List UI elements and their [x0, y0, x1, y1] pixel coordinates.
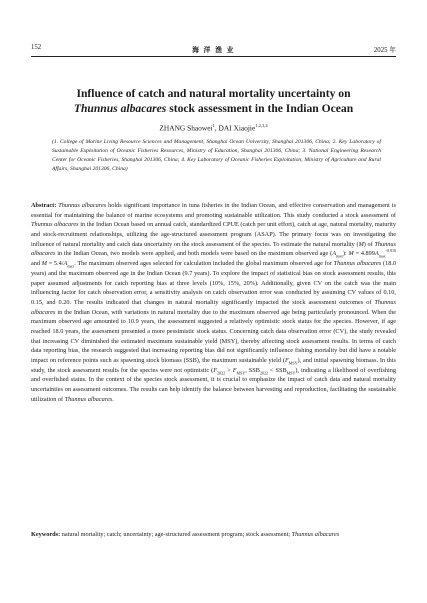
symbol-f: F: [284, 357, 289, 364]
species-name: Thunnus albacares: [58, 202, 107, 209]
header-rule: [31, 56, 396, 57]
species-name: Thunnus albacares: [31, 221, 79, 229]
abstract-text: in the Indian Ocean, with variations in natural mortality due to the maximum observed age being particularly pronounced. When the maximum observed age amounted to 10.9 years, the assessment suggested a relatively optimistic stock status for the species. However, if age reached 18.0 years, the assessment presented a more pessimistic stock status. Concerning catch data observation error (CV), the study revealed that increasing CV diminished the estimated maximum sustainable yield (MSY), thereby affecting stock assessment results. In terms of catch data reporting bias, the research suggested that increasing reporting bias did not significantly influence fishing mortality but did have a notable impact on reference points such as spawning stock biomass (SSB), the maximum sustainable yield (: [31, 308, 396, 364]
subscript-msy: MSY: [288, 360, 298, 366]
symbol-m: M: [348, 250, 354, 258]
symbol-f: F: [213, 366, 218, 374]
symbol-m: M: [358, 240, 364, 248]
abstract-text: ):: [342, 250, 349, 258]
journal-name: 海 洋 渔 业: [192, 47, 235, 54]
ssb-text: , SSB: [245, 366, 260, 374]
greater-than: >: [225, 366, 233, 374]
equation-2: = 5.4/: [46, 260, 64, 268]
abstract-text: . The maximum observed ages selected for calculation included the global maximum observed age for: [74, 260, 334, 268]
abstract-text: in the Indian Ocean, two models were applied, and both models were based on the maximum observed age (: [55, 250, 333, 258]
keywords-species: Thunnus albacares: [291, 531, 340, 538]
author-list: [40, 123, 387, 132]
species-name: Thunnus albacares: [31, 298, 396, 316]
running-head: [31, 44, 396, 56]
abstract-text: holds significant importance in tuna fisheries in the Indian Ocean, and effective conservation and management is essential for maintaining the balance of marine ecosystems and promoting sustainable utilization. This study conducted a stock assessment of: [31, 202, 397, 219]
species-name: Thunnus albacares: [31, 240, 396, 258]
subscript-max: max: [67, 263, 75, 269]
exponent: -0.916: [385, 248, 396, 254]
abstract-text: ) of: [363, 240, 375, 248]
title-line1: Influence of catch and natural mortality uncertainty on: [76, 87, 351, 100]
subscript-msy: MSY: [236, 369, 246, 375]
author-separator: ,: [214, 123, 219, 133]
subscript-msy: MSY: [286, 369, 296, 375]
equation-1: = 4.899: [353, 250, 375, 258]
species-name: Thunnus albacares: [333, 260, 382, 268]
author-affil-mark: 1,2,3,4: [255, 123, 268, 128]
abstract: [31, 201, 396, 404]
title-line2: stock assessment in the Indian Ocean: [166, 102, 354, 115]
species-name: Thunnus albacares: [64, 395, 113, 403]
subscript-year: 2022: [259, 369, 268, 375]
keywords: [31, 530, 396, 540]
paper-title: [40, 86, 387, 116]
journal-year: 2025 年: [373, 47, 396, 54]
page-number: 152: [31, 44, 42, 51]
subscript-max: max: [336, 253, 343, 259]
abstract-label: Abstract:: [31, 202, 57, 209]
abstract-text: (18.0 years) and the maximum observed age in the Indian Ocean (9.7 years). To explore the impact of statistical bias on stock assessment results, this paper assumed adjustments for catch reporting bias at three levels (10%, 15%, 20%). Additionally, given CV on the catch was the main influencing factor for catch observation error, a sensitivity analysis on catch observation error was conducted by assuming CV values of 0.10, 0.15, and 0.20. The results indicated that changes in natural mortality significantly impacted the stock assessment outcomes of: [31, 260, 397, 306]
symbol-a: A: [374, 250, 379, 258]
abstract-text: and: [31, 260, 42, 268]
abstract-end: .: [112, 395, 114, 403]
abstract-text: ), and initial spawning biomass. In this study, the stock assessment results for the species were not optimistic (: [31, 357, 396, 374]
symbol-a: A: [63, 260, 68, 268]
subscript-max: max: [378, 253, 386, 259]
abstract-text: in the Indian Ocean based on annual catch, standardized CPUE (catch per unit effort), catch at age, natural mortality, maturity and stock-recruitment relationships, utilizing the age-structured assessment program (ASAP). The primary focus was on investigating the influence of natural mortality and catch data uncertainty on the stock assessment of the species. To estimate the natural mortality (: [31, 221, 397, 248]
abstract-text: ), indicating a likelihood of overfishing and overfished status. In the context of the species stock assessment, it is crucial to emphasize the impact of catch data and natural mortality uncertainties on assessment outcomes. The results can help identify the balance between harvesting and reproduction, facilitating the sustainable utilization of: [31, 366, 396, 403]
keywords-label: Keywords:: [31, 531, 61, 538]
keywords-text: natural mortality; catch; uncertainty; age-structured assessment program; stock assessment;: [60, 531, 292, 538]
author-affil-mark: 1: [212, 123, 215, 128]
symbol-f: F: [232, 366, 237, 374]
author-name: ZHANG Shaowei: [159, 123, 213, 133]
author-name: DAI Xiaojie: [218, 123, 256, 133]
symbol-a: A: [332, 250, 337, 258]
less-than: < SSB: [267, 366, 287, 374]
symbol-m: M: [41, 260, 47, 268]
title-species: Thunnus albacares: [73, 102, 167, 115]
subscript-year: 2022: [217, 369, 226, 375]
affiliations: (1. College of Marine Living Resource Sciences and Management, Shanghai Ocean University, Shanghai 201306, China; 2. Key Laboratory of Sustainable Exploitation of Oceanic Fisheries Resources, Ministry of Education, Shanghai 201306, China; 3. National Engineering Research Center for Oceanic Fisheries, Shanghai 201306, China; 4. Key Laboratory of Oceanic Fisheries Exploitation, Ministry of Agriculture and Rural Affairs, Shanghai 201306, China): [52, 139, 381, 172]
